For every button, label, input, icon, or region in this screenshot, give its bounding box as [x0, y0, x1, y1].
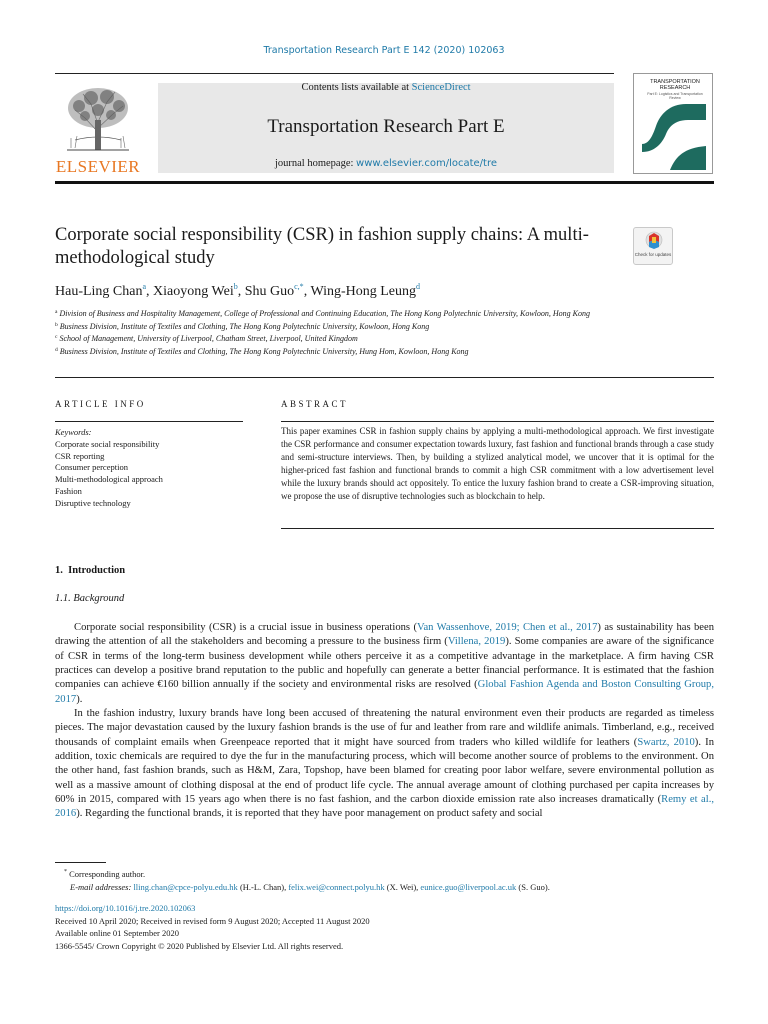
corresponding-author-note: * Corresponding author. — [64, 868, 146, 879]
keywords-block — [55, 427, 255, 510]
homepage-prefix: journal homepage: — [274, 158, 357, 169]
received-dates: Received 10 April 2020; Received in revised form 9 August 2020; Accepted 11 August 2020 — [55, 915, 370, 926]
keyword-item: Multi-methodological approach — [55, 474, 163, 485]
footnotes — [55, 866, 714, 894]
article-info-rule — [55, 421, 243, 422]
journal-title: Transportation Research Part E — [267, 116, 505, 137]
front-matter — [55, 902, 714, 952]
cover-road-graphic — [640, 100, 708, 170]
affiliation-item: $^c$ School of Management, University of Liverpool, Chatham Street, Liverpool, United Kingdom — [55, 334, 358, 344]
author-list: Hau-Ling Chan$^a$, Xiaoyong Wei$^b$, Shu Guo$^{c,*}$, Wing-Hong Leung$^d$ — [55, 282, 421, 299]
citation-link[interactable]: Global Fashion Agenda and Boston Consulting Group, 2017 — [55, 679, 714, 705]
crossmark-icon — [645, 231, 663, 251]
sciencedirect-link[interactable]: ScienceDirect — [411, 82, 471, 93]
abstract-text: This paper examines CSR in fashion supply chains by applying a multi-methodological approach. We first investigate the CSR performance and consumer expectation towards luxury, fast fashion and functional brands through a case study and semi-structure interviews. Then, by building a stylized analytical model, we uncover that it is optimal for the higher-priced fast fashion and functional brands to commit a high CSR commitment with a low advertisement level while the luxury brands should act oppositely. To entice the luxury fashion brand to create a CSR-improving situation, we propose the use of disruptive technologies such as blockchain to help. — [281, 426, 714, 501]
contents-prefix: Contents lists available at — [301, 82, 412, 93]
paragraph-2: In the fashion industry, luxury brands have long been accused of threatening the natural environment even their products are regarded as timeless pieces. The major devastation caused by the luxury fashion brands is the use of fur and leather from rare and wildlife animals. Timberland, e.g., received thousands of complaint emails when Greenpeace reported that it might have sourced from traders who killed wildlife for leathers (Swartz, 2010). In addition, toxic chemicals are required to dye the fur in the manufacturing process, which will become another source of problems to the environment. On the other hand, fast fashion brands, such as H&M, Zara, Topshop, have been blamed for creating poor labor welfare, severe environmental pollution as well as a massive amount of clothing disposal at the end of product life cycle. The annual average amount of clothing purchased per capita increases by 60% in 2015, compared with 15 years ago when there is no fast fashion, and the carbon dioxide emission rate also increases dramatically (Remy et al., 2016). Regarding the functional brands, it is reported that they have poor management on product safety and social — [55, 708, 715, 820]
masthead-bottom-rule — [55, 181, 714, 184]
author-name[interactable]: Shu Guo — [244, 284, 295, 299]
email-label: E-mail addresses: — [70, 881, 134, 892]
check-for-updates-badge[interactable] — [633, 227, 673, 265]
copyright: 1366-5545/ Crown Copyright © 2020 Published by Elsevier Ltd. All rights reserved. — [55, 940, 344, 951]
journal-reference-link[interactable]: Transportation Research Part E 142 (2020) 102063 — [263, 45, 505, 56]
author-affiliation-marker[interactable]: b — [233, 282, 238, 291]
email-addresses: E-mail addresses: lling.chan@cpce-polyu.edu.hk (H.-L. Chan), felix.wei@connect.polyu.hk (X. Wei), eunice.guo@liverpool.ac.uk (S. Guo). — [70, 881, 550, 892]
keyword-item: Fashion — [55, 485, 82, 496]
author-affiliation-marker[interactable]: a — [142, 282, 147, 291]
crossmark-label: Check for updates — [634, 252, 672, 257]
abstract-rule — [281, 421, 714, 422]
author-name[interactable]: Hau-Ling Chan — [55, 284, 143, 299]
divider-rule — [55, 377, 714, 378]
email-link[interactable]: lling.chan@cpce-polyu.edu.hk — [133, 881, 238, 892]
article-title: Corporate social responsibility (CSR) in fashion supply chains: A multi-methodological study — [55, 225, 589, 268]
abstract-heading: ABSTRACT — [281, 399, 349, 409]
article-info-heading: ARTICLE INFO — [55, 399, 146, 409]
citation-link[interactable]: Van Wassenhove, 2019; Chen et al., 2017 — [416, 622, 598, 633]
cover-title: TRANSPORTATION RESEARCH — [650, 79, 700, 91]
journal-homepage-link[interactable]: www.elsevier.com/locate/tre — [356, 158, 498, 169]
elsevier-wordmark: ELSEVIER — [55, 157, 141, 176]
cover-subtitle: Part E: Logistics and Transportation Review — [647, 92, 703, 100]
author-name[interactable]: Xiaoyong Wei — [153, 284, 234, 299]
affiliation-item: $^d$ Business Division, Institute of Textiles and Clothing, The Hong Kong Polytechnic University, Hung Hom, Kowloon, Hong Kong — [55, 347, 469, 357]
citation-link[interactable]: Villena, 2019 — [447, 636, 506, 648]
author-name[interactable]: Wing-Hong Leung — [310, 284, 417, 299]
section-title: Introduction — [68, 565, 126, 576]
affiliation-item: $^b$ Business Division, Institute of Textiles and Clothing, The Hong Kong Polytechnic University, Kowloon, Hong Kong — [55, 321, 430, 331]
citation-link[interactable]: Remy et al., 2016 — [55, 794, 714, 820]
subsection-heading: 1.1. Background — [55, 593, 125, 604]
email-link[interactable]: eunice.guo@liverpool.ac.uk — [420, 881, 517, 892]
keyword-item: Corporate social responsibility — [55, 438, 160, 449]
affiliation-item: $^a$ Division of Business and Hospitality Management, College of Professional and Continuing Education, The Hong Kong Polytechnic University, Kowloon, Hong Kong — [55, 309, 591, 318]
abstract-bottom-rule — [281, 528, 714, 529]
contents-line — [158, 82, 614, 93]
keyword-item: Disruptive technology — [55, 497, 131, 508]
citation-link[interactable]: Swartz, 2010 — [637, 736, 695, 748]
footnote-rule — [55, 862, 106, 863]
body-text — [55, 621, 714, 822]
doi-link[interactable]: https://doi.org/10.1016/j.tre.2020.102063 — [55, 903, 196, 913]
author-affiliation-marker[interactable]: d — [416, 282, 421, 291]
keywords-label: Keywords: — [55, 427, 92, 437]
author-affiliation-marker[interactable]: c,* — [294, 282, 304, 291]
journal-cover-thumbnail[interactable] — [633, 73, 713, 174]
section-heading — [55, 565, 125, 576]
email-link[interactable]: felix.wei@connect.polyu.hk — [288, 881, 385, 892]
keyword-item: Consumer perception — [55, 462, 128, 473]
paragraph-1: Corporate social responsibility (CSR) is a crucial issue in business operations (Van Wassenhove, 2019; Chen et al., 2017) as sustainability has been drawing the attention of all the stakeholders and becoming a pressure to the business firm (Villena, 2019). Some companies are aware of the significance of CSR in terms of the long-term business development while others perceive it as a competitive advantage in the marketplace. A firm having CSR practices can develop a positive brand reputation to the public and hopefully can generate a better financial performance. It is estimated that the fashion companies can achieve €160 billion annually if the society and environmental risks are resolved (Global Fashion Agenda and Boston Consulting Group, 2017). — [55, 622, 715, 705]
available-online: Available online 01 September 2020 — [55, 928, 180, 938]
journal-homepage-line — [158, 158, 614, 169]
keyword-item: CSR reporting — [55, 450, 105, 461]
section-number: 1. — [55, 565, 63, 576]
affiliation-list — [55, 307, 615, 358]
keyword-list — [55, 439, 255, 510]
masthead-top-rule — [55, 73, 614, 74]
